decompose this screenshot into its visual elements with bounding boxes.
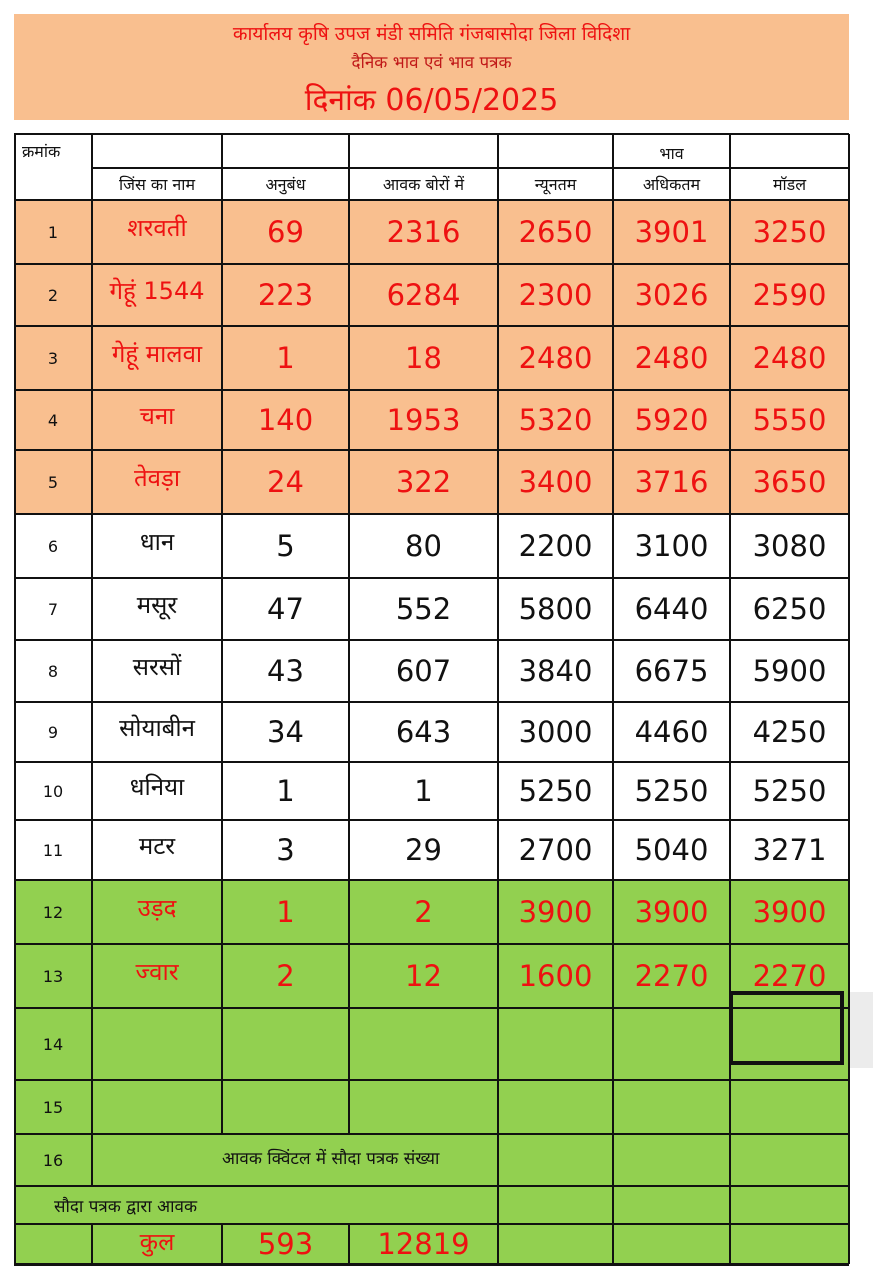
min-price-cell: 2300	[518, 278, 593, 312]
contracts-cell: 43	[267, 654, 304, 688]
sheet-subtitle: दैनिक भाव एवं भाव पत्रक	[351, 53, 512, 73]
max-price-cell: 3901	[634, 215, 709, 249]
min-price-cell: 1600	[518, 959, 593, 993]
arrival-header: आवक बोरों में	[382, 175, 465, 194]
grid-line	[14, 819, 849, 821]
commodity-cell: मटर	[138, 831, 176, 860]
grid-line	[14, 943, 849, 945]
commodity-cell: गेहूं मालवा	[111, 339, 203, 368]
grid-line	[14, 639, 849, 641]
contracts-cell: 5	[276, 529, 295, 563]
background-strip	[849, 992, 873, 1068]
grid-line	[14, 701, 849, 703]
contracts-cell: 1	[276, 341, 295, 375]
arrival-cell: 2	[414, 895, 433, 929]
serial-cell: 5	[47, 472, 59, 492]
max-price-cell: 3100	[634, 529, 709, 563]
min-price-cell: 2650	[518, 215, 593, 249]
serial-cell: 8	[47, 661, 59, 681]
grid-line	[91, 134, 93, 1186]
commodity-header: जिंस का नाम	[118, 175, 196, 194]
contracts-cell: 24	[267, 465, 304, 499]
contracts-cell: 3	[276, 833, 295, 867]
serial-header: क्रमांक	[22, 142, 61, 161]
min-price-cell: 3900	[518, 895, 593, 929]
serial-cell: 4	[47, 410, 59, 430]
modal-price-header: मॉडल	[772, 175, 807, 194]
contracts-header: अनुबंध	[265, 175, 306, 194]
total-label: कुल	[139, 1227, 175, 1256]
grid-line	[348, 134, 350, 1134]
modal-price-cell: 3900	[752, 895, 827, 929]
modal-price-cell: 5250	[752, 774, 827, 808]
commodity-cell: सरसों	[132, 652, 182, 681]
grid-line	[612, 134, 614, 1264]
commodity-cell: तेवड़ा	[133, 463, 181, 492]
grid-line	[348, 1224, 350, 1264]
grid-line	[14, 1007, 849, 1009]
arrival-cell: 1	[414, 774, 433, 808]
grid-line	[14, 879, 849, 881]
grid-line	[14, 1133, 849, 1135]
commodity-cell: ज्वार	[135, 957, 179, 986]
max-price-cell: 4460	[634, 715, 709, 749]
price-table	[14, 120, 849, 1261]
table-row	[14, 1008, 849, 1080]
grid-line	[14, 389, 849, 391]
serial-cell: 14	[42, 1034, 64, 1054]
grid-line	[14, 263, 849, 265]
serial-cell: 1	[47, 222, 59, 242]
arrival-cell: 643	[395, 715, 452, 749]
modal-price-cell: 5900	[752, 654, 827, 688]
grid-line	[14, 577, 849, 579]
min-price-cell: 2700	[518, 833, 593, 867]
min-price-cell: 3000	[518, 715, 593, 749]
min-price-cell: 5800	[518, 592, 593, 626]
min-price-cell: 5250	[518, 774, 593, 808]
grid-line	[14, 1185, 849, 1187]
modal-price-cell: 3271	[752, 833, 827, 867]
modal-price-cell: 3650	[752, 465, 827, 499]
serial-cell: 13	[42, 966, 64, 986]
serial-cell: 10	[42, 781, 64, 801]
grid-line	[14, 513, 849, 515]
arrival-cell: 552	[395, 592, 452, 626]
total-contracts: 593	[257, 1227, 314, 1261]
max-price-header: अधिकतम	[642, 175, 701, 194]
contracts-cell: 2	[276, 959, 295, 993]
arrival-cell: 18	[405, 341, 442, 375]
arrival-cell: 1953	[386, 403, 461, 437]
price-group-header: भाव	[659, 144, 684, 163]
grid-line	[729, 134, 731, 1264]
max-price-cell: 5040	[634, 833, 709, 867]
min-price-cell: 3400	[518, 465, 593, 499]
max-price-cell: 5250	[634, 774, 709, 808]
grid-line	[221, 1224, 223, 1264]
commodity-cell: उड़द	[137, 893, 177, 922]
min-price-cell: 3840	[518, 654, 593, 688]
min-price-header: न्यूनतम	[534, 175, 577, 194]
serial-cell: 3	[47, 348, 59, 368]
arrival-quintal-note: आवक क्विंटल में सौदा पत्रक संख्या	[222, 1148, 440, 1169]
modal-price-cell: 3250	[752, 215, 827, 249]
max-price-cell: 5920	[634, 403, 709, 437]
office-name: कार्यालय कृषि उपज मंडी समिति गंजबासोदा जिला विदिशा	[232, 23, 631, 45]
sheet-header	[14, 14, 849, 120]
commodity-cell: शरवती	[127, 213, 187, 242]
min-price-cell: 5320	[518, 403, 593, 437]
max-price-cell: 3026	[634, 278, 709, 312]
grid-line	[14, 761, 849, 763]
max-price-cell: 6440	[634, 592, 709, 626]
contracts-cell: 47	[267, 592, 304, 626]
commodity-cell: गेहूं 1544	[109, 276, 205, 305]
commodity-cell: धनिया	[129, 772, 185, 801]
contracts-cell: 34	[267, 715, 304, 749]
modal-price-cell: 6250	[752, 592, 827, 626]
arrival-cell: 607	[395, 654, 452, 688]
sauda-patrak-label: सौदा पत्रक द्वारा आवक	[54, 1196, 198, 1217]
serial-cell: 9	[47, 722, 59, 742]
arrival-cell: 2316	[386, 215, 461, 249]
contracts-cell: 1	[276, 774, 295, 808]
max-price-cell: 2270	[634, 959, 709, 993]
arrival-cell: 322	[395, 465, 452, 499]
serial-cell: 2	[47, 285, 59, 305]
grid-line	[14, 134, 16, 1264]
modal-price-cell: 4250	[752, 715, 827, 749]
arrival-cell: 80	[405, 529, 442, 563]
contracts-cell: 1	[276, 895, 295, 929]
grid-line	[14, 133, 849, 135]
modal-price-cell: 2590	[752, 278, 827, 312]
max-price-cell: 6675	[634, 654, 709, 688]
commodity-cell: चना	[139, 401, 175, 430]
modal-price-cell: 2270	[752, 959, 827, 993]
grid-line	[91, 1224, 93, 1264]
serial-cell: 12	[42, 902, 64, 922]
max-price-cell: 3900	[634, 895, 709, 929]
grid-line	[14, 325, 849, 327]
serial-cell: 15	[42, 1097, 64, 1117]
sheet-date: दिनांक 06/05/2025	[304, 83, 559, 118]
modal-price-cell: 5550	[752, 403, 827, 437]
grid-line	[14, 199, 849, 201]
arrival-cell: 12	[405, 959, 442, 993]
grid-line	[14, 1223, 849, 1225]
grid-line	[221, 134, 223, 1134]
grid-line	[14, 1079, 849, 1081]
modal-price-cell: 2480	[752, 341, 827, 375]
commodity-cell: धान	[139, 527, 175, 556]
min-price-cell: 2480	[518, 341, 593, 375]
serial-cell: 7	[47, 599, 59, 619]
commodity-cell: सोयाबीन	[119, 713, 195, 742]
serial-cell: 11	[42, 840, 64, 860]
table-row	[14, 1080, 849, 1134]
contracts-cell: 223	[257, 278, 314, 312]
total-arrival: 12819	[377, 1227, 470, 1261]
grid-line	[497, 134, 499, 1264]
contracts-cell: 69	[267, 215, 304, 249]
max-price-cell: 3716	[634, 465, 709, 499]
commodity-cell: मसूर	[136, 590, 178, 619]
arrival-cell: 29	[405, 833, 442, 867]
grid-line	[848, 134, 850, 1264]
selected-cell-outline	[729, 991, 844, 1065]
contracts-cell: 140	[257, 403, 314, 437]
serial-cell: 16	[42, 1150, 64, 1170]
arrival-cell: 6284	[386, 278, 461, 312]
min-price-cell: 2200	[518, 529, 593, 563]
grid-line	[14, 1264, 849, 1266]
max-price-cell: 2480	[634, 341, 709, 375]
serial-cell: 6	[47, 536, 59, 556]
grid-line	[14, 449, 849, 451]
grid-line	[92, 167, 849, 169]
modal-price-cell: 3080	[752, 529, 827, 563]
